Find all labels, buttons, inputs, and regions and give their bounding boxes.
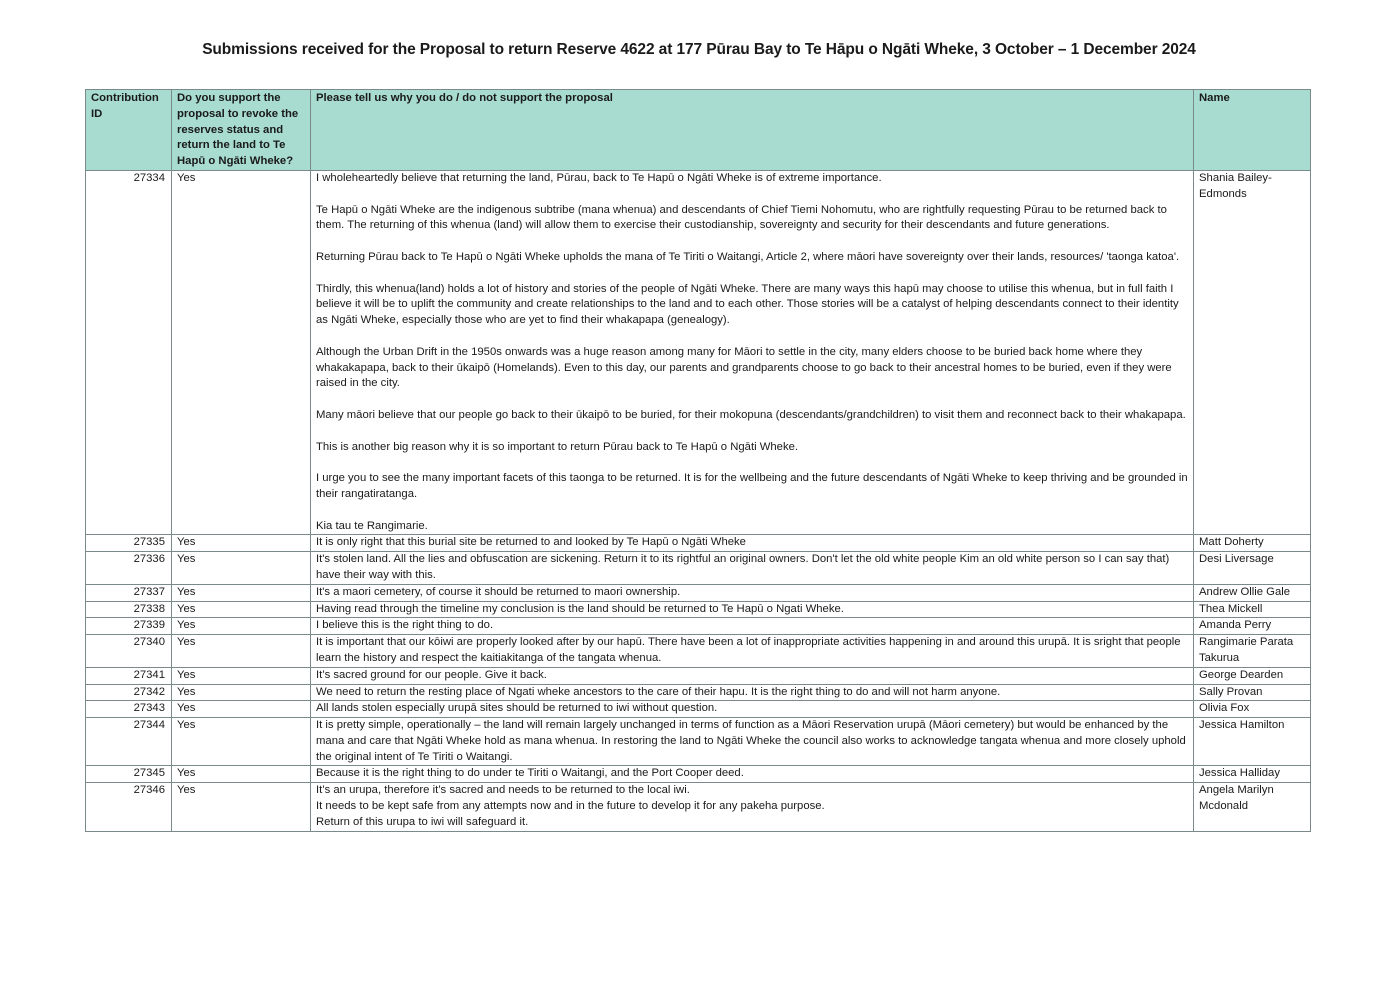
contribution-id: 27338 — [86, 601, 172, 618]
reason-paragraph: Thirdly, this whenua(land) holds a lot of history and stories of the people of Ngāti Wheke. There are many ways this hapū may choose to utilise this whenua, but in full faith I believe it will be to uplift the community and create relationships to the land and to each other. Those stories will be a catalyst of helping descendants connect to their identity as Ngāti Wheke, especially those who are yet to find their whakapapa (genealogy). — [316, 282, 1179, 327]
table-row — [86, 618, 1311, 635]
reason-text: All lands stolen especially urupā sites should be returned to iwi without question. — [311, 701, 1194, 718]
support-value: Yes — [172, 552, 311, 585]
reason-text: Because it is the right thing to do under te Tiriti o Waitangi, and the Port Cooper deed. — [311, 766, 1194, 783]
header-reason: Please tell us why you do / do not support the proposal — [311, 90, 1194, 171]
reason-text: I believe this is the right thing to do. — [311, 618, 1194, 635]
submitter-name: Olivia Fox — [1194, 701, 1311, 718]
contribution-id: 27346 — [86, 783, 172, 831]
support-value: Yes — [172, 667, 311, 684]
contribution-id: 27337 — [86, 584, 172, 601]
document-title: Submissions received for the Proposal to return Reserve 4622 at 177 Pūrau Bay to Te Hāpu o Ngāti Wheke, 3 October – 1 December 2024 — [202, 41, 1196, 58]
table-row — [86, 584, 1311, 601]
reason-paragraph: Many māori believe that our people go back to their ūkaipō to be buried, for their mokopuna (descendants/grandchildren) to visit them and reconnect back to their whakapapa. — [316, 408, 1186, 421]
table-row — [86, 667, 1311, 684]
reason-paragraph: I urge you to see the many important facets of this taonga to be returned. It is for the wellbeing and the future descendants of Ngāti Wheke to keep thriving and be grounded in their rangatiratanga. — [316, 472, 1188, 500]
support-value: Yes — [172, 584, 311, 601]
reason-text: It’s sacred ground for our people. Give it back. — [311, 667, 1194, 684]
reason-text — [311, 171, 1194, 535]
support-value: Yes — [172, 171, 311, 535]
header-contribution-id: Contribution ID — [86, 90, 172, 171]
support-value: Yes — [172, 684, 311, 701]
contribution-id: 27344 — [86, 718, 172, 766]
reason-paragraph: Although the Urban Drift in the 1950s onwards was a huge reason among many for Māori to settle in the city, many elders choose to be buried back home where they whakakapapa, back to their ūkaipō (Homelands). Even to this day, our parents and grandparents choose to go back to their ancestral homes to be buried, even if they were raised in the city. — [316, 345, 1172, 390]
submitter-name: Angela Marilyn Mcdonald — [1194, 783, 1311, 831]
table-row — [86, 601, 1311, 618]
contribution-id: 27339 — [86, 618, 172, 635]
support-value: Yes — [172, 766, 311, 783]
submitter-name: Thea Mickell — [1194, 601, 1311, 618]
table-row — [86, 684, 1311, 701]
table-row — [86, 535, 1311, 552]
table-header-row — [86, 90, 1311, 171]
support-value: Yes — [172, 635, 311, 668]
submitter-name: Desi Liversage — [1194, 552, 1311, 585]
table-row — [86, 766, 1311, 783]
support-value: Yes — [172, 618, 311, 635]
table-row — [86, 171, 1311, 535]
reason-paragraph: Kia tau te Rangimarie. — [316, 519, 428, 532]
reason-paragraph: I wholeheartedly believe that returning the land, Pūrau, back to Te Hapū o Ngāti Wheke is of extreme importance. — [316, 172, 882, 184]
table-row — [86, 701, 1311, 718]
contribution-id: 27335 — [86, 535, 172, 552]
reason-text: It is pretty simple, operationally – the land will remain largely unchanged in terms of function as a Māori Reservation urupā (Māori cemetery) but would be enhanced by the mana and care that Ngāti Wheke hold as mana whenua. In restoring the land to Ngāti Wheke the council also works to acknowledge tangata whenua and more closely uphold the original intent of Te Tiriti o Waitangi. — [311, 718, 1194, 766]
table-row — [86, 552, 1311, 585]
reason-text: It's stolen land. All the lies and obfuscation are sickening. Return it to its rightful an original owners. Don't let the old white people Kim an old white person so I can say that) have their way with this. — [311, 552, 1194, 585]
support-value: Yes — [172, 701, 311, 718]
contribution-id: 27341 — [86, 667, 172, 684]
support-value: Yes — [172, 601, 311, 618]
table-row — [86, 635, 1311, 668]
submitter-name: Sally Provan — [1194, 684, 1311, 701]
table-row — [86, 718, 1311, 766]
header-support: Do you support the proposal to revoke the reserves status and return the land to Te Hapū o Ngāti Wheke? — [172, 90, 311, 171]
submitter-name: George Dearden — [1194, 667, 1311, 684]
contribution-id: 27342 — [86, 684, 172, 701]
submitter-name: Amanda Perry — [1194, 618, 1311, 635]
reason-text: We need to return the resting place of Ngati wheke ancestors to the care of their hapu. It is the right thing to do and will not harm anyone. — [311, 684, 1194, 701]
submitter-name: Matt Doherty — [1194, 535, 1311, 552]
reason-text: It is important that our kōiwi are properly looked after by our hapū. There have been a lot of inappropriate activities happening in and around this urupā. It is sright that people learn the history and respect the kaitiakitanga of the tangata whenua. — [311, 635, 1194, 668]
header-name: Name — [1194, 90, 1311, 171]
contribution-id: 27345 — [86, 766, 172, 783]
submitter-name: Jessica Halliday — [1194, 766, 1311, 783]
contribution-id: 27336 — [86, 552, 172, 585]
reason-paragraph: Te Hapū o Ngāti Wheke are the indigenous subtribe (mana whenua) and descendants of Chief Tiemi Nohomutu, who are rightfully requesting Pūrau to be returned back to them. The returning of this whenua (land) will allow them to exercise their custodianship, sovereignty and security for their descendants and future generations. — [316, 203, 1167, 232]
support-value: Yes — [172, 718, 311, 766]
submitter-name: Andrew Ollie Gale — [1194, 584, 1311, 601]
submitter-name: Jessica Hamilton — [1194, 718, 1311, 766]
support-value: Yes — [172, 783, 311, 831]
reason-paragraph: Returning Pūrau back to Te Hapū o Ngāti Wheke upholds the mana of Te Tiriti o Waitangi, Article 2, where māori have sovereignty over their lands, resources/ 'taonga katoa'. — [316, 250, 1180, 263]
reason-text: It's a maori cemetery, of course it should be returned to maori ownership. — [311, 584, 1194, 601]
submitter-name: Rangimarie Parata Takurua — [1194, 635, 1311, 668]
support-value: Yes — [172, 535, 311, 552]
submissions-table — [85, 89, 1311, 832]
reason-text: Having read through the timeline my conclusion is the land should be returned to Te Hapū o Ngati Wheke. — [311, 601, 1194, 618]
contribution-id: 27343 — [86, 701, 172, 718]
contribution-id: 27334 — [86, 171, 172, 535]
table-row — [86, 783, 1311, 831]
reason-text: It is only right that this burial site be returned to and looked by Te Hapū o Ngāti Wheke — [311, 535, 1194, 552]
contribution-id: 27340 — [86, 635, 172, 668]
submitter-name: Shania Bailey-Edmonds — [1194, 171, 1311, 535]
reason-paragraph: This is another big reason why it is so important to return Pūrau back to Te Hapū o Ngāti Wheke. — [316, 440, 799, 453]
reason-text: It’s an urupa, therefore it’s sacred and needs to be returned to the local iwi. It needs to be kept safe from any attempts now and in the future to develop it for any pakeha purpose. Return of this urupa to iwi will safeguard it. — [311, 783, 1194, 831]
